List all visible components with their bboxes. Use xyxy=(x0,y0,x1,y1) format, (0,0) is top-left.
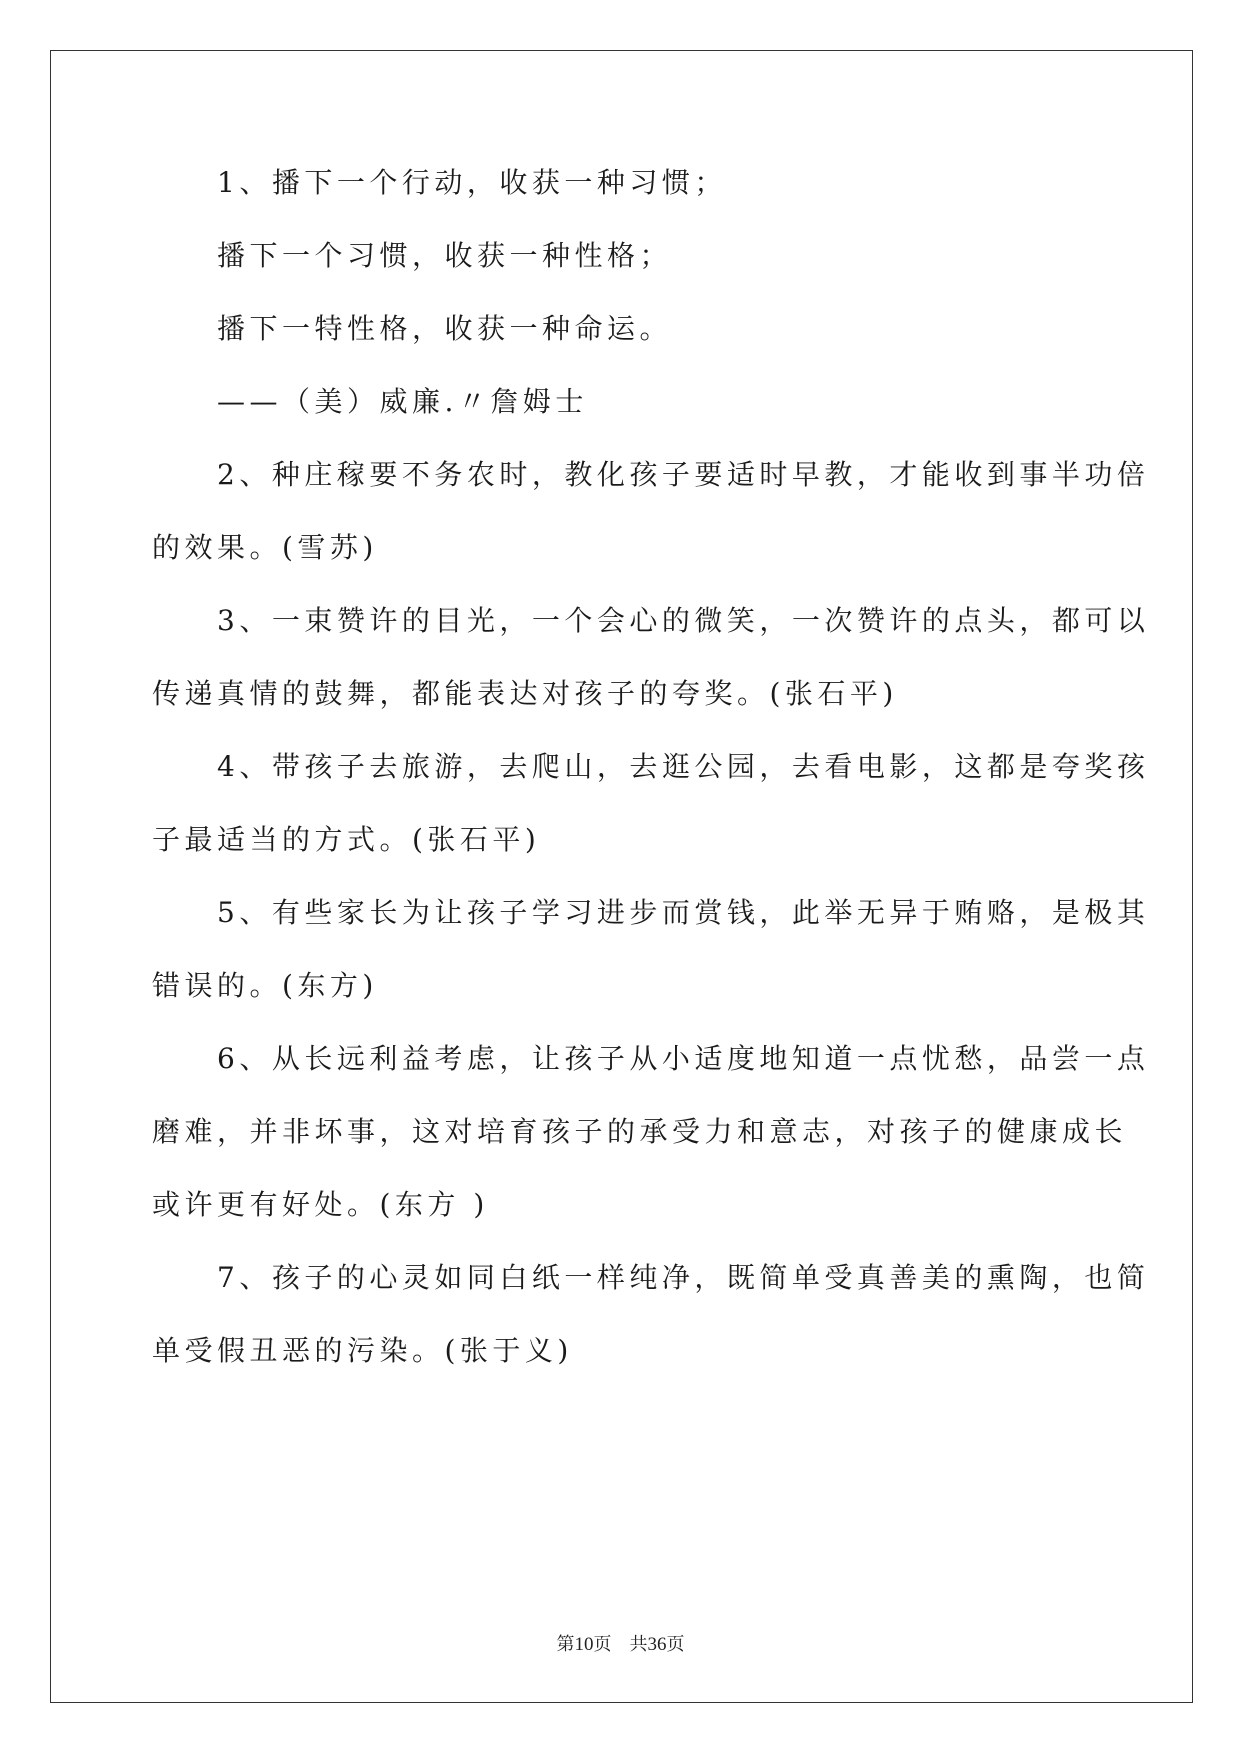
text-line: 的效果。(雪苏) xyxy=(152,531,378,564)
current-page-number: 10 xyxy=(574,1634,594,1655)
text-line: 单受假丑恶的污染。(张于义) xyxy=(152,1334,573,1367)
text-line: 错误的。(东方) xyxy=(152,969,378,1002)
text-line: 6、从长远利益考虑，让孩子从小适度地知道一点忧愁，品尝一点 xyxy=(152,1042,1150,1075)
page-footer xyxy=(0,1633,1241,1657)
footer-middle: 页 共 xyxy=(593,1634,648,1655)
footer-suffix: 页 xyxy=(666,1634,685,1655)
text-line: 1、播下一个行动，收获一种习惯； xyxy=(152,166,727,199)
text-line: 或许更有好处。(东方 ) xyxy=(152,1188,489,1221)
text-line: 3、一束赞许的目光，一个会心的微笑，一次赞许的点头，都可以 xyxy=(152,604,1150,637)
text-line: 播下一个习惯，收获一种性格； xyxy=(152,239,673,272)
text-line: ——（美）威廉.〃詹姆士 xyxy=(152,385,588,418)
page-border xyxy=(50,50,1193,1703)
text-line: 播下一特性格，收获一种命运。 xyxy=(152,312,673,345)
text-line: 传递真情的鼓舞，都能表达对孩子的夸奖。(张石平) xyxy=(152,677,898,710)
total-pages-number: 36 xyxy=(647,1634,667,1655)
text-line: 7、孩子的心灵如同白纸一样纯净，既简单受真善美的熏陶，也简 xyxy=(152,1261,1150,1294)
text-line: 子最适当的方式。(张石平) xyxy=(152,823,541,856)
text-line: 4、带孩子去旅游，去爬山，去逛公园，去看电影，这都是夸奖孩 xyxy=(152,750,1150,783)
text-line: 磨难，并非坏事，这对培育孩子的承受力和意志，对孩子的健康成长 xyxy=(152,1115,1128,1148)
text-line: 5、有些家长为让孩子学习进步而赏钱，此举无异于贿赂，是极其 xyxy=(152,896,1150,929)
footer-prefix: 第 xyxy=(556,1634,575,1655)
text-line: 2、种庄稼要不务农时，教化孩子要适时早教，才能收到事半功倍 xyxy=(152,458,1150,491)
